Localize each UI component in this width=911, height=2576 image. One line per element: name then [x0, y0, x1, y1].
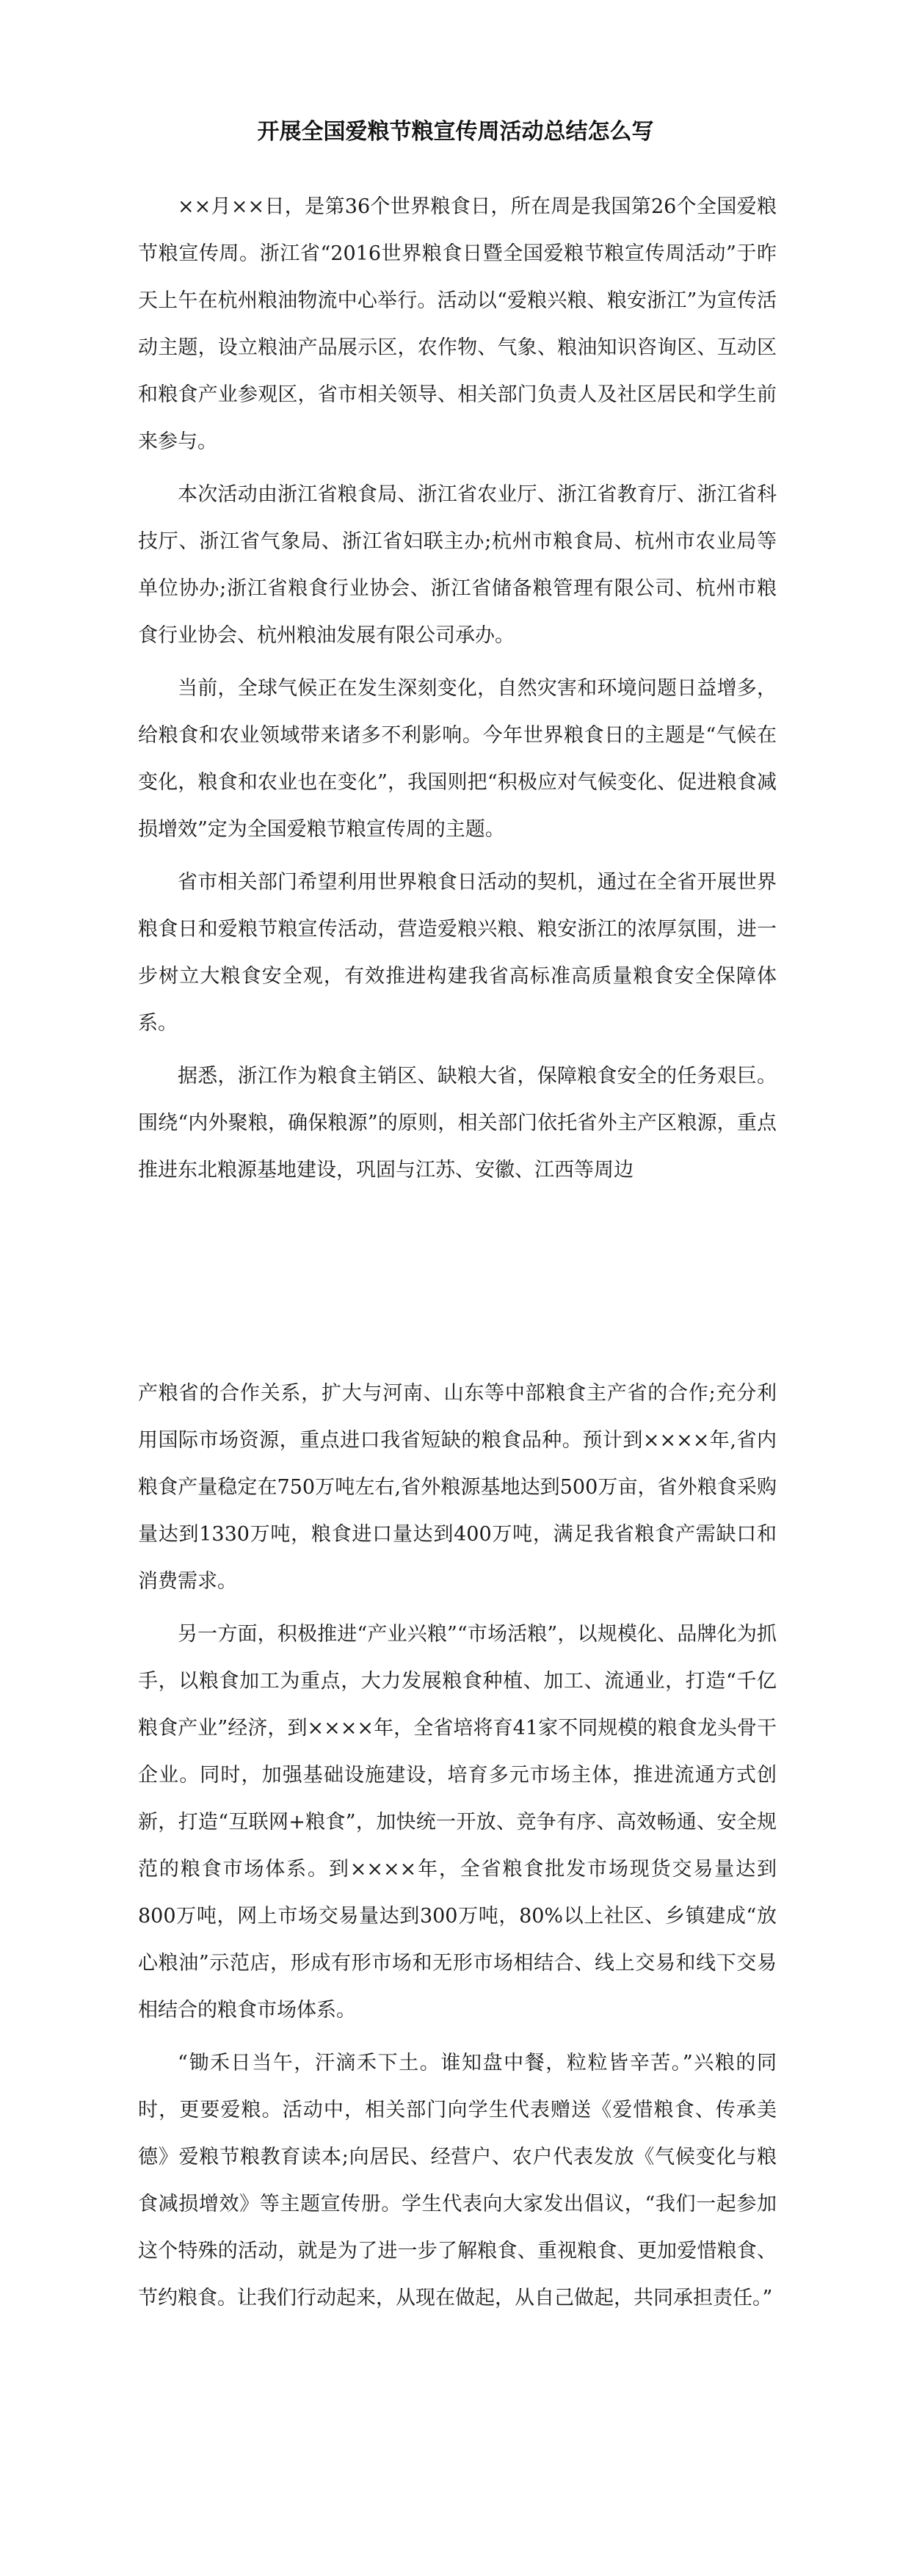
paragraph-climate-theme: 当前，全球气候正在发生深刻变化，自然灾害和环境问题日益增多，给粮食和农业领域带来诸多不利影响。今年世界粮食日的主题是“气候在变化，粮食和农业也在变化”，我国则把“积极应对气候变化、促进粮食减损增效”定为全国爱粮节粮宣传周的主题。: [138, 677, 777, 841]
paragraph-cherish-grain: “锄禾日当午，汗滴禾下土。谁知盘中餐，粒粒皆辛苦。”兴粮的同时，更要爱粮。活动中，相关部门向学生代表赠送《爱惜粮食、传承美德》爱粮节粮教育读本;向居民、经营户、农户代表发放《气候变化与粮食减损增效》等主题宣传册。学生代表向大家发出倡议，“我们一起参加这个特殊的活动，就是为了进一步了解粮食、重视粮食、更加爱惜粮食、节约粮食。让我们行动起来，从现在做起，从自己做起，共同承担责任。”: [138, 2052, 777, 2309]
body-section-top: [138, 184, 777, 1200]
paragraph-cooperation-continued: 产粮省的合作关系，扩大与河南、山东等中部粮食主产省的合作;充分利用国际市场资源，重点进口我省短缺的粮食品种。预计到××××年,省内粮食产量稳定在750万吨左右,省外粮源基地达到500万亩，省外粮食采购量达到1330万吨，粮食进口量达到400万吨，满足我省粮食产需缺口和消费需求。: [138, 1382, 777, 1593]
paragraph-departments-hope: 省市相关部门希望利用世界粮食日活动的契机，通过在全省开展世界粮食日和爱粮节粮宣传活动，营造爱粮兴粮、粮安浙江的浓厚氛围，进一步树立大粮食安全观，有效推进构建我省高标准高质量粮食安全保障体系。: [138, 871, 777, 1035]
body-section-bottom: [138, 1370, 777, 2328]
paragraph-organizers: 本次活动由浙江省粮食局、浙江省农业厅、浙江省教育厅、浙江省科技厅、浙江省气象局、浙江省妇联主办;杭州市粮食局、杭州市农业局等单位协办;浙江省粮食行业协会、浙江省储备粮管理有限公司、杭州市粮食行业协会、杭州粮油发展有限公司承办。: [138, 483, 777, 647]
paragraph-world-food-day: ××月××日，是第36个世界粮食日，所在周是我国第26个全国爱粮节粮宣传周。浙江省“2016世界粮食日暨全国爱粮节粮宣传周活动”于昨天上午在杭州粮油物流中心举行。活动以“爱粮兴粮、粮安浙江”为宣传活动主题，设立粮油产品展示区，农作物、气象、粮油知识咨询区、互动区和粮食产业参观区，省市相关领导、相关部门负责人及社区居民和学生前来参与。: [138, 195, 777, 453]
document-title: 开展全国爱粮节粮宣传周活动总结怎么写: [257, 119, 654, 145]
paragraph-food-security: 据悉，浙江作为粮食主销区、缺粮大省，保障粮食安全的任务艰巨。围绕“内外聚粮，确保粮源”的原则，相关部门依托省外主产区粮源，重点推进东北粮源基地建设，巩固与江苏、安徽、江西等周边: [138, 1065, 777, 1182]
paragraph-industry-market: 另一方面，积极推进“产业兴粮”“市场活粮”，以规模化、品牌化为抓手，以粮食加工为重点，大力发展粮食种植、加工、流通业，打造“千亿粮食产业”经济，到××××年，全省培将育41家不同规模的粮食龙头骨干企业。同时，加强基础设施建设，培育多元市场主体，推进流通方式创新，打造“互联网+粮食”，加快统一开放、竞争有序、高效畅通、安全规范的粮食市场体系。到××××年，全省粮食批发市场现货交易量达到800万吨，网上市场交易量达到300万吨，80%以上社区、乡镇建成“放心粮油”示范店，形成有形市场和无形市场相结合、线上交易和线下交易相结合的粮食市场体系。: [138, 1623, 777, 2022]
